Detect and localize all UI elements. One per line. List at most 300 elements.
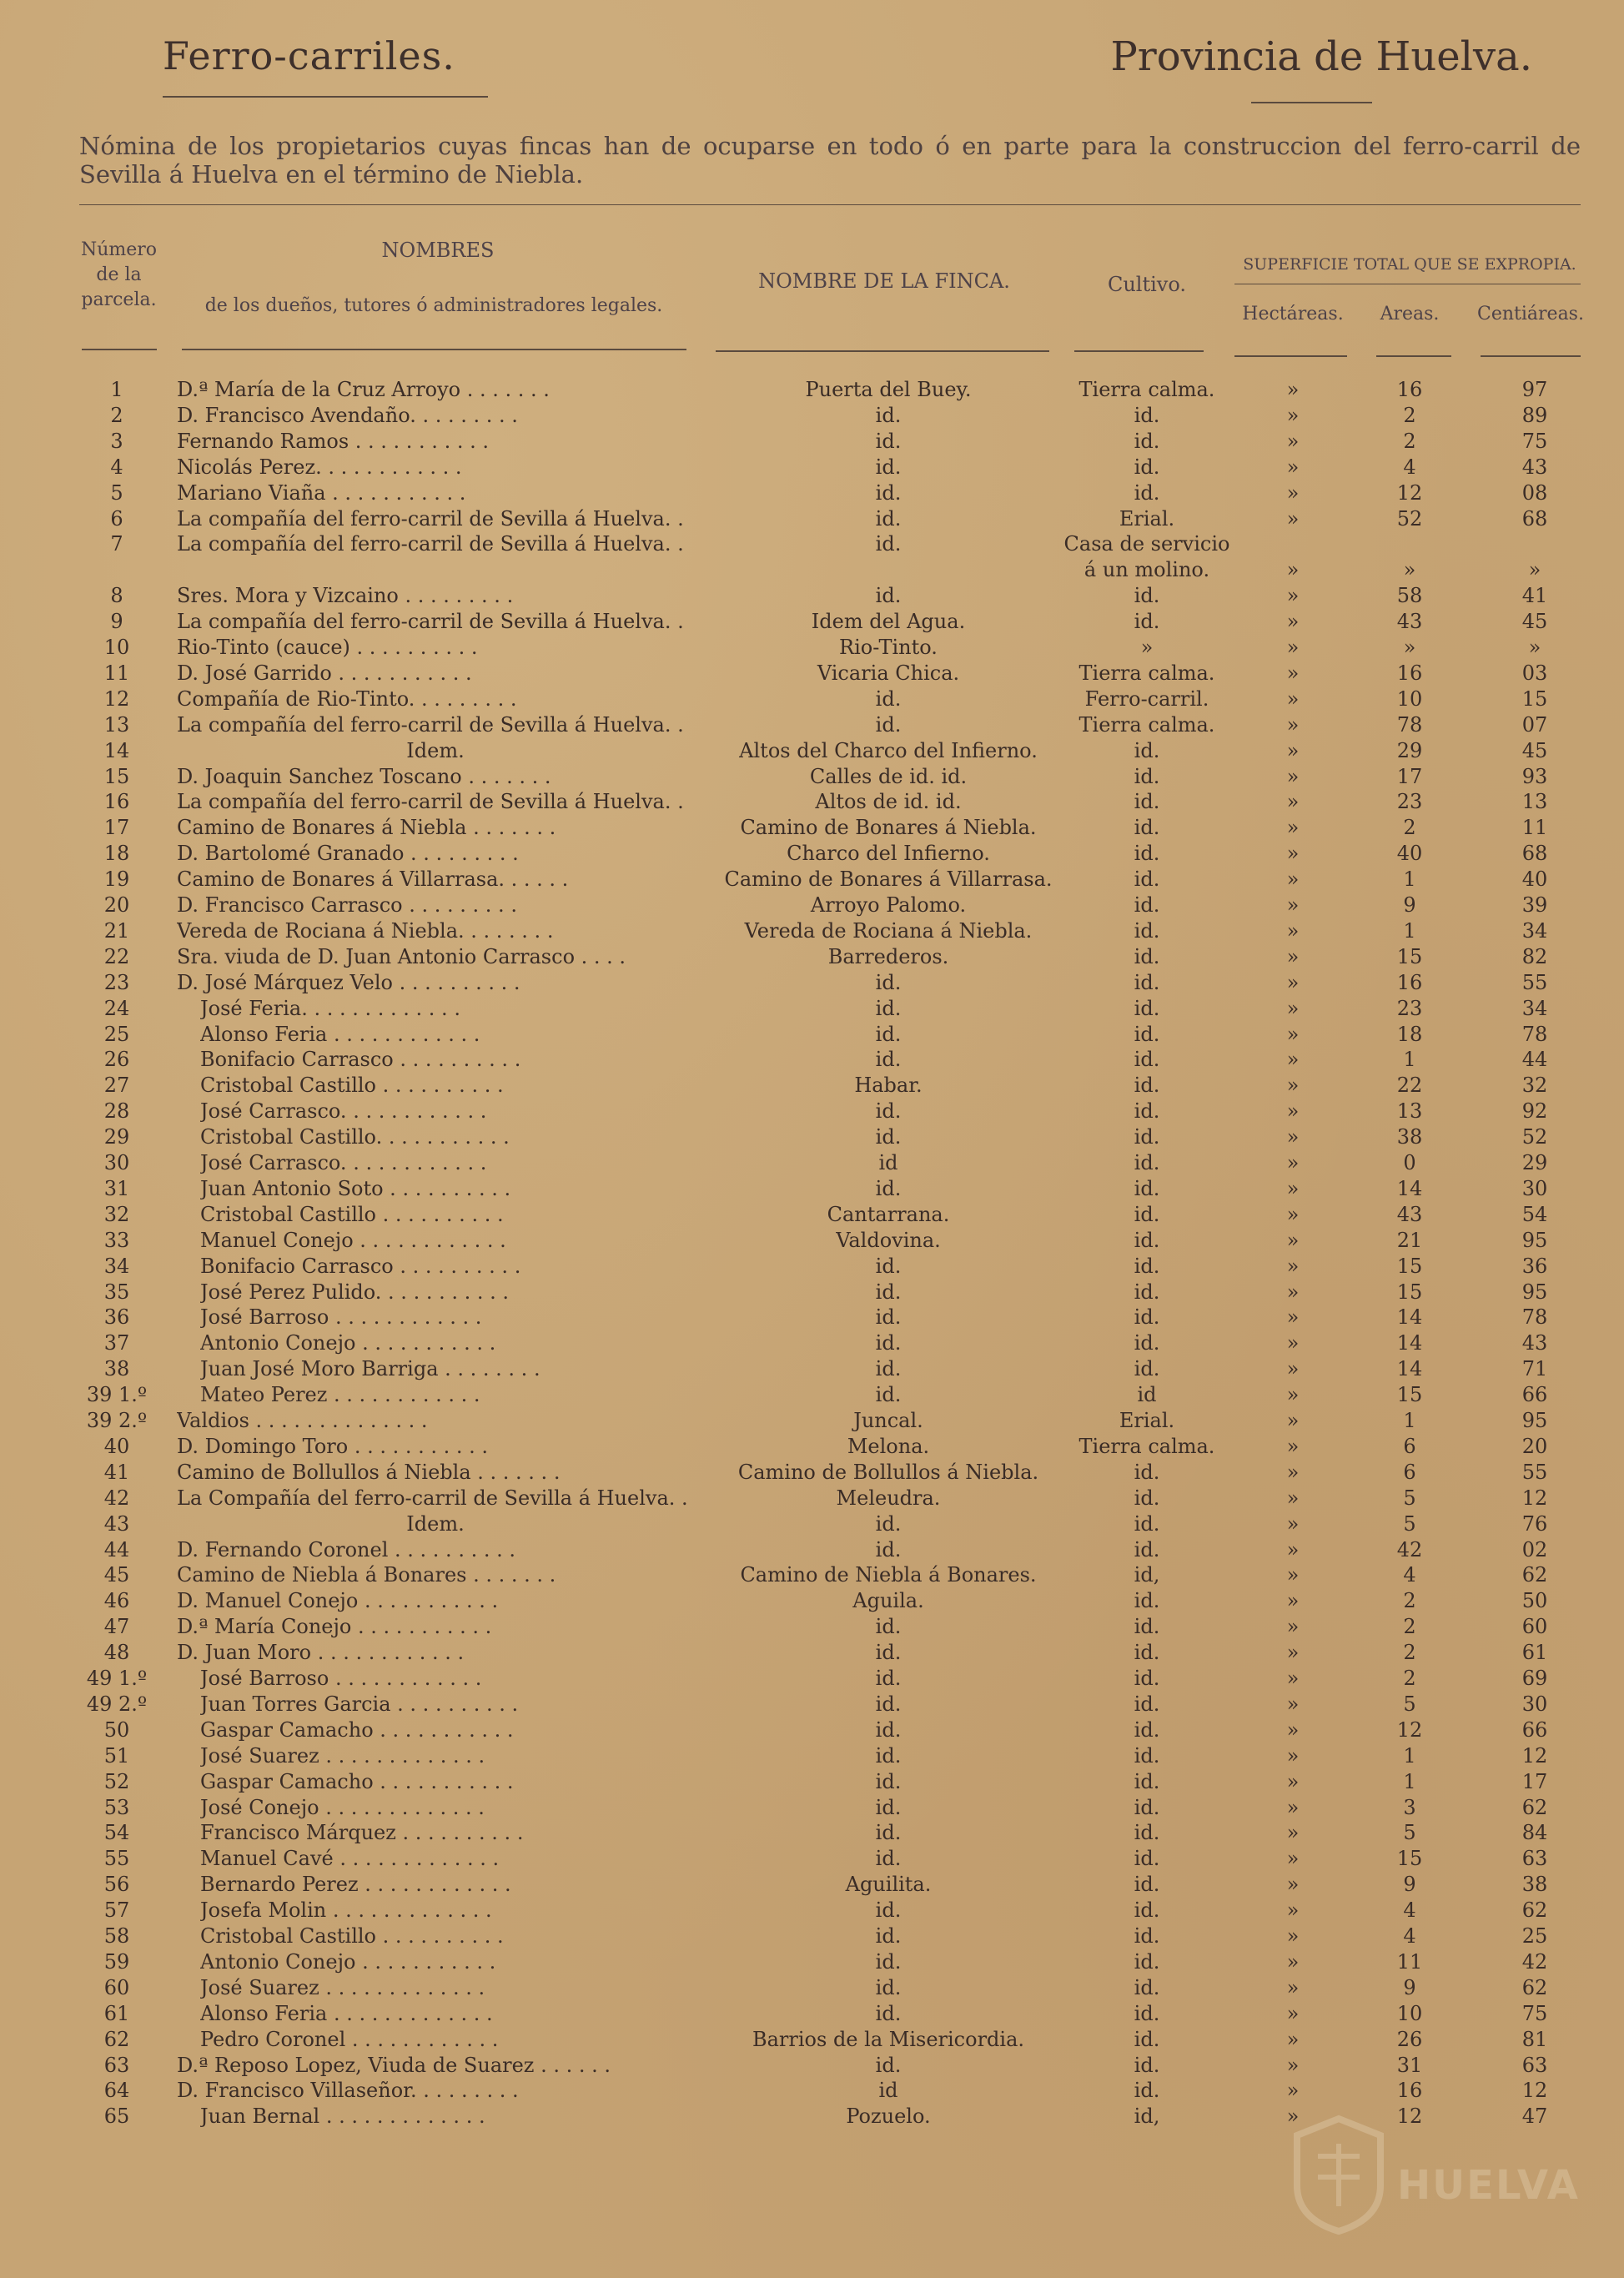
table-row	[0, 1305, 1624, 1330]
hectareas-value: »	[1286, 1434, 1300, 1458]
table-row	[0, 1486, 1624, 1511]
finca-name: id.	[875, 1898, 902, 1923]
cultivo: id.	[1134, 842, 1160, 866]
parcel-number: 19	[103, 867, 130, 892]
parcel-number: 50	[103, 1717, 130, 1742]
parcel-number: 8	[110, 584, 123, 608]
table-row	[0, 377, 1624, 403]
table-row	[0, 764, 1624, 790]
centiareas-value: 55	[1521, 970, 1548, 994]
finca-name: id.	[875, 1331, 902, 1355]
cultivo: id.	[1134, 1537, 1160, 1561]
cultivo: id.	[1134, 1357, 1160, 1381]
header-left-title: Ferro-carriles.	[163, 33, 455, 78]
table-row	[0, 635, 1624, 661]
parcel-number: 32	[103, 1202, 130, 1226]
column-header-nombres: NOMBRES	[381, 239, 495, 262]
owner-name: José Carrasco. . . . . . . . . . . .	[200, 1151, 487, 1174]
parcel-number: 47	[103, 1615, 130, 1639]
finca-name: id.	[875, 1717, 902, 1742]
table-row	[0, 1923, 1624, 1949]
parcel-number: 26	[103, 1048, 130, 1072]
owner-name: Sra. viuda de D. Juan Antonio Carrasco . . . .	[177, 944, 626, 968]
finca-name: id.	[875, 686, 902, 711]
owner-name: Bernardo Perez . . . . . . . . . . . .	[200, 1873, 511, 1897]
table-row	[0, 531, 1624, 557]
finca-name: Juncal.	[853, 1409, 923, 1432]
cultivo: id.	[1134, 996, 1160, 1020]
owner-name: Pedro Coronel . . . . . . . . . . . .	[200, 2027, 499, 2051]
owner-name: Alonso Feria . . . . . . . . . . . . .	[200, 2001, 493, 2025]
areas-value: 11	[1396, 1949, 1423, 1974]
areas-value: 23	[1396, 996, 1423, 1020]
owner-name: Camino de Bonares á Niebla . . . . . . .	[177, 816, 556, 840]
areas-value: 23	[1396, 790, 1423, 814]
finca-name: id.	[875, 1357, 902, 1381]
finca-name: Camino de Bonares á Villarrasa.	[724, 867, 1053, 892]
centiareas-value: 69	[1521, 1667, 1548, 1690]
parcel-number: 17	[103, 816, 130, 840]
parcel-number: 10	[103, 636, 130, 659]
finca-name: Vicaria Chica.	[817, 661, 960, 685]
parcel-number: 35	[103, 1280, 130, 1304]
table-row	[0, 996, 1624, 1022]
parcel-number: 5	[110, 480, 123, 505]
table-row	[0, 1330, 1624, 1356]
table-row	[0, 1408, 1624, 1434]
finca-name: Pozuelo.	[846, 2105, 931, 2129]
cultivo: id,	[1134, 1563, 1160, 1587]
parcel-number: 58	[103, 1924, 130, 1948]
hectareas-value: »	[1286, 636, 1300, 659]
centiareas-value: 07	[1521, 712, 1548, 737]
owner-name: D. Manuel Conejo . . . . . . . . . . .	[177, 1589, 499, 1613]
centiareas-value: 02	[1521, 1537, 1548, 1561]
column-header-hectareas: Hectáreas.	[1242, 304, 1344, 324]
centiareas-value: 41	[1521, 584, 1548, 608]
column-header-areas: Areas.	[1380, 304, 1440, 324]
finca-name: id.	[875, 712, 902, 737]
cultivo: id.	[1134, 1847, 1160, 1871]
owner-name: Nicolás Perez. . . . . . . . . . . .	[177, 455, 462, 479]
centiareas-value: 25	[1521, 1924, 1548, 1948]
table-row	[0, 1511, 1624, 1537]
areas-value: 43	[1396, 610, 1423, 634]
hectareas-value: »	[1286, 944, 1300, 968]
finca-name: id.	[875, 1769, 902, 1793]
finca-name: Valdovina.	[836, 1228, 941, 1252]
cultivo: id	[1137, 1383, 1157, 1407]
hectareas-value: »	[1286, 1331, 1300, 1355]
owner-name: La compañía del ferro-carril de Sevilla á Huelva. .	[177, 712, 684, 737]
finca-name: Altos del Charco del Infierno.	[739, 738, 1038, 762]
parcel-number: 46	[103, 1589, 130, 1613]
table-row	[0, 1382, 1624, 1408]
hectareas-value: »	[1286, 1254, 1300, 1278]
owner-name: Juan Bernal . . . . . . . . . . . . .	[200, 2105, 485, 2129]
column-header-finca: NOMBRE DE LA FINCA.	[758, 269, 1010, 293]
centiareas-value: 71	[1521, 1357, 1548, 1381]
owner-name: Valdios . . . . . . . . . . . . . .	[177, 1409, 428, 1432]
owner-name: José Barroso . . . . . . . . . . . .	[200, 1305, 482, 1330]
hectareas-value: »	[1286, 1409, 1300, 1432]
finca-name: id.	[875, 1125, 902, 1149]
owner-name: La compañía del ferro-carril de Sevilla á Huelva. .	[177, 532, 684, 556]
parcel-number: 33	[103, 1228, 130, 1252]
table-row	[0, 2001, 1624, 2027]
hectareas-value: »	[1286, 1125, 1300, 1149]
hectareas-value: »	[1286, 610, 1300, 634]
areas-value: 38	[1396, 1125, 1423, 1149]
owner-name: Camino de Bollullos á Niebla . . . . . . .	[177, 1460, 561, 1484]
cultivo: Tierra calma.	[1078, 712, 1215, 737]
areas-value: 1	[1403, 1409, 1416, 1432]
owner-name: José Conejo . . . . . . . . . . . . .	[200, 1795, 485, 1819]
centiareas-value: 20	[1521, 1434, 1548, 1458]
hectareas-value: »	[1286, 970, 1300, 994]
areas-value: 5	[1403, 1692, 1416, 1716]
table-row	[0, 2027, 1624, 2053]
areas-value: 15	[1396, 1847, 1423, 1871]
finca-name: id.	[875, 1821, 902, 1845]
cultivo: Tierra calma.	[1078, 1434, 1215, 1458]
parcel-number: 13	[103, 712, 130, 737]
parcel-number: 52	[103, 1769, 130, 1793]
table-row	[0, 1099, 1624, 1124]
owner-name: Compañía de Rio-Tinto. . . . . . . . .	[177, 686, 517, 711]
table-row	[0, 1562, 1624, 1588]
hectareas-value: »	[1286, 506, 1300, 531]
areas-value: 31	[1396, 2053, 1423, 2077]
table-row	[0, 2078, 1624, 2104]
owner-name: D. Domingo Toro . . . . . . . . . . .	[177, 1434, 489, 1458]
areas-value: 42	[1396, 1537, 1423, 1561]
cultivo: id.	[1134, 1924, 1160, 1948]
finca-name: id.	[875, 1383, 902, 1407]
hectareas-value: »	[1286, 918, 1300, 943]
cultivo: id.	[1134, 893, 1160, 917]
centiareas-value: 34	[1521, 918, 1548, 943]
finca-name: id.	[875, 1975, 902, 1999]
finca-name: id.	[875, 970, 902, 994]
hectareas-value: »	[1286, 558, 1300, 582]
areas-value: 18	[1396, 1022, 1423, 1046]
cultivo: id.	[1134, 970, 1160, 994]
finca-name: id.	[875, 1254, 902, 1278]
table-row	[0, 867, 1624, 893]
hectareas-value: »	[1286, 1357, 1300, 1381]
table-row	[0, 506, 1624, 532]
areas-value: 1	[1403, 867, 1416, 892]
hectareas-value: »	[1286, 764, 1300, 788]
centiareas-value: 43	[1521, 455, 1548, 479]
hectareas-value: »	[1286, 1641, 1300, 1665]
cultivo: id.	[1134, 1589, 1160, 1613]
header-right-rule	[1251, 102, 1372, 103]
table-row	[0, 2053, 1624, 2079]
hectareas-value: »	[1286, 1022, 1300, 1046]
areas-value: 2	[1403, 1667, 1416, 1690]
areas-value: 2	[1403, 1589, 1416, 1613]
centiareas-value: 81	[1521, 2027, 1548, 2051]
areas-value: 1	[1403, 1769, 1416, 1793]
finca-name: id.	[875, 1924, 902, 1948]
centiareas-value: 55	[1521, 1460, 1548, 1484]
centiareas-value: 50	[1521, 1589, 1548, 1613]
owner-name: La compañía del ferro-carril de Sevilla á Huelva. .	[177, 610, 684, 634]
cultivo: id.	[1134, 1099, 1160, 1124]
finca-name: Arroyo Palomo.	[810, 893, 967, 917]
header-underline-nombres	[182, 349, 686, 350]
table-row	[0, 1202, 1624, 1228]
centiareas-value: 62	[1521, 1975, 1548, 1999]
table-row	[0, 661, 1624, 686]
parcel-number: 2	[110, 403, 123, 427]
centiareas-value: 97	[1521, 378, 1548, 401]
table-row	[0, 1820, 1624, 1846]
areas-value: 78	[1396, 712, 1423, 737]
table-row	[0, 455, 1624, 480]
cultivo: id.	[1134, 1975, 1160, 1999]
centiareas-value: 39	[1521, 893, 1548, 917]
parcel-number: 62	[103, 2027, 130, 2051]
centiareas-value: 45	[1521, 610, 1548, 634]
column-header-nombres-sub: de los dueños, tutores ó administradores legales.	[204, 295, 663, 316]
centiareas-value: 60	[1521, 1615, 1548, 1639]
finca-name: id.	[875, 1022, 902, 1046]
owner-name: Idem.	[406, 1511, 465, 1536]
centiareas-value: 12	[1521, 1743, 1548, 1768]
centiareas-value: 82	[1521, 944, 1548, 968]
parcel-number: 65	[103, 2105, 130, 2129]
cultivo: id.	[1134, 1048, 1160, 1072]
parcel-number: 25	[103, 1022, 130, 1046]
areas-value: »	[1403, 636, 1416, 659]
parcel-number: 44	[103, 1537, 130, 1561]
cultivo: id.	[1134, 1743, 1160, 1768]
owner-name: D. Fernando Coronel . . . . . . . . . .	[177, 1537, 515, 1561]
areas-value: 1	[1403, 1743, 1416, 1768]
areas-value: 9	[1403, 893, 1416, 917]
table-row	[0, 1588, 1624, 1614]
areas-value: 9	[1403, 1975, 1416, 1999]
areas-value: 15	[1396, 1383, 1423, 1407]
table-row	[0, 789, 1624, 815]
hectareas-value: »	[1286, 403, 1300, 427]
centiareas-value: »	[1528, 558, 1541, 582]
hectareas-value: »	[1286, 816, 1300, 840]
cultivo: id.	[1134, 944, 1160, 968]
hectareas-value: »	[1286, 1717, 1300, 1742]
owner-name: Bonifacio Carrasco . . . . . . . . . .	[200, 1254, 521, 1278]
cultivo: id.	[1134, 2027, 1160, 2051]
owner-name: Antonio Conejo . . . . . . . . . . .	[200, 1949, 496, 1974]
finca-name: id.	[875, 1280, 902, 1304]
hectareas-value: »	[1286, 1795, 1300, 1819]
table-row	[0, 738, 1624, 764]
parcel-number: 49 1.º	[86, 1667, 148, 1690]
cultivo: id.	[1134, 2079, 1160, 2103]
cultivo: id.	[1134, 1460, 1160, 1484]
cultivo: id.	[1134, 816, 1160, 840]
areas-value: 43	[1396, 1202, 1423, 1226]
parcel-number: 53	[103, 1795, 130, 1819]
hectareas-value: »	[1286, 1898, 1300, 1923]
areas-value: 5	[1403, 1821, 1416, 1845]
areas-value: 3	[1403, 1795, 1416, 1819]
parcel-number: 29	[103, 1125, 130, 1149]
cultivo: id.	[1134, 1511, 1160, 1536]
owner-name: Vereda de Rociana á Niebla. . . . . . . .	[177, 918, 554, 943]
finca-name: id	[878, 2079, 898, 2103]
owner-name: Josefa Molin . . . . . . . . . . . . .	[200, 1898, 492, 1923]
owner-name: Manuel Cavé . . . . . . . . . . . . .	[200, 1847, 500, 1871]
hectareas-value: »	[1286, 2079, 1300, 2103]
hectareas-value: »	[1286, 790, 1300, 814]
cultivo: id.	[1134, 2001, 1160, 2025]
areas-value: 26	[1396, 2027, 1423, 2051]
parcel-number: 41	[103, 1460, 130, 1484]
table-row	[0, 1150, 1624, 1176]
table-row	[0, 1872, 1624, 1898]
owner-name: La compañía del ferro-carril de Sevilla á Huelva. .	[177, 790, 684, 814]
owner-name: D. Francisco Carrasco . . . . . . . . .	[177, 893, 517, 917]
hectareas-value: »	[1286, 1074, 1300, 1098]
owner-name: Camino de Bonares á Villarrasa. . . . . .	[177, 867, 569, 892]
hectareas-value: »	[1286, 1537, 1300, 1561]
cultivo: »	[1140, 636, 1154, 659]
parcel-number: 51	[103, 1743, 130, 1768]
hectareas-value: »	[1286, 2053, 1300, 2077]
intro-paragraph: Nómina de los propietarios cuyas fincas han de ocuparse en todo ó en parte para la construccion del ferro-carril de Sevilla á Huelva en el término de Niebla.	[79, 132, 1581, 189]
table-row	[0, 1124, 1624, 1150]
finca-name: Habar.	[854, 1074, 923, 1098]
centiareas-value: 78	[1521, 1022, 1548, 1046]
owner-name: José Suarez . . . . . . . . . . . . .	[200, 1975, 485, 1999]
cultivo: id.	[1134, 790, 1160, 814]
parcel-number: 45	[103, 1563, 130, 1587]
centiareas-value: 43	[1521, 1331, 1548, 1355]
table-row	[0, 480, 1624, 506]
areas-value: 5	[1403, 1511, 1416, 1536]
header-underline-centiareas	[1481, 355, 1581, 357]
finca-name: id.	[875, 1847, 902, 1871]
finca-name: id.	[875, 1641, 902, 1665]
cultivo: id.	[1134, 1692, 1160, 1716]
owner-name: D. Francisco Avendaño. . . . . . . . .	[177, 403, 518, 427]
table-row	[0, 944, 1624, 970]
table-row	[0, 1898, 1624, 1923]
cultivo: id.	[1134, 429, 1160, 453]
table-row	[0, 1460, 1624, 1486]
centiareas-value: 76	[1521, 1511, 1548, 1536]
centiareas-value: 63	[1521, 1847, 1548, 1871]
parcel-number: 3	[110, 429, 123, 453]
centiareas-value: 44	[1521, 1048, 1548, 1072]
centiareas-value: 12	[1521, 2079, 1548, 2103]
parcel-number: 31	[103, 1176, 130, 1200]
areas-value: 4	[1403, 1924, 1416, 1948]
areas-value: 10	[1396, 2001, 1423, 2025]
parcel-number: 24	[103, 996, 130, 1020]
cultivo: id.	[1134, 867, 1160, 892]
owner-name: Manuel Conejo . . . . . . . . . . . .	[200, 1228, 506, 1252]
header-underline-areas	[1376, 355, 1451, 357]
areas-value: 12	[1396, 2105, 1423, 2129]
parcel-number: 6	[110, 506, 123, 531]
cultivo: id.	[1134, 1615, 1160, 1639]
owner-name: Camino de Niebla á Bonares . . . . . . .	[177, 1563, 556, 1587]
centiareas-value: 30	[1521, 1176, 1548, 1200]
hectareas-value: »	[1286, 1769, 1300, 1793]
table-row	[0, 1949, 1624, 1975]
table-row	[0, 1176, 1624, 1202]
finca-name: Altos de id. id.	[815, 790, 962, 814]
centiareas-value: 62	[1521, 1898, 1548, 1923]
hectareas-value: »	[1286, 1511, 1300, 1536]
parcel-number: 40	[103, 1434, 130, 1458]
parcel-number: 30	[103, 1151, 130, 1174]
finca-name: id.	[875, 1743, 902, 1768]
column-header-numero: Número de la parcela.	[80, 239, 158, 310]
hectareas-value: »	[1286, 712, 1300, 737]
hectareas-value: »	[1286, 738, 1300, 762]
cultivo: Tierra calma.	[1078, 378, 1215, 401]
header-underline-cultivo	[1074, 350, 1204, 352]
finca-name: Barrederos.	[827, 944, 949, 968]
hectareas-value: »	[1286, 661, 1300, 685]
cultivo: id.	[1134, 1949, 1160, 1974]
areas-value: 15	[1396, 944, 1423, 968]
centiareas-value: 66	[1521, 1383, 1548, 1407]
cultivo: id.	[1134, 764, 1160, 788]
areas-value: 29	[1396, 738, 1423, 762]
owner-name: Rio-Tinto (cauce) . . . . . . . . . .	[177, 636, 478, 659]
header-right-title: Provincia de Huelva.	[1110, 33, 1532, 80]
owner-name: Fernando Ramos . . . . . . . . . . .	[177, 429, 489, 453]
centiareas-value: 63	[1521, 2053, 1548, 2077]
finca-name: Puerta del Buey.	[805, 378, 972, 401]
owner-name: Cristobal Castillo . . . . . . . . . .	[200, 1202, 504, 1226]
owner-name: Bonifacio Carrasco . . . . . . . . . .	[200, 1048, 521, 1072]
hectareas-value: »	[1286, 584, 1300, 608]
header-left-rule	[163, 96, 488, 98]
cultivo: id.	[1134, 918, 1160, 943]
cultivo: á un molino.	[1084, 558, 1210, 582]
areas-value: 16	[1396, 661, 1423, 685]
areas-value: 14	[1396, 1357, 1423, 1381]
hectareas-value: »	[1286, 1873, 1300, 1897]
finca-name: Camino de Bollullos á Niebla.	[737, 1460, 1039, 1484]
cultivo: id.	[1134, 1717, 1160, 1742]
table-row	[0, 1795, 1624, 1821]
centiareas-value: 66	[1521, 1717, 1548, 1742]
finca-name: id.	[875, 532, 902, 556]
finca-name: Camino de Niebla á Bonares.	[740, 1563, 1037, 1587]
hectareas-value: »	[1286, 2105, 1300, 2129]
parcel-number: 23	[103, 970, 130, 994]
cultivo: id.	[1134, 1486, 1160, 1510]
owner-name: La compañía del ferro-carril de Sevilla á Huelva. .	[177, 506, 684, 531]
table-row	[0, 1975, 1624, 2001]
hectareas-value: »	[1286, 1821, 1300, 1845]
areas-value: 4	[1403, 1898, 1416, 1923]
table-row	[0, 841, 1624, 867]
parcel-number: 39 1.º	[86, 1383, 148, 1407]
centiareas-value: 61	[1521, 1641, 1548, 1665]
table-row	[0, 429, 1624, 455]
centiareas-value: 68	[1521, 842, 1548, 866]
